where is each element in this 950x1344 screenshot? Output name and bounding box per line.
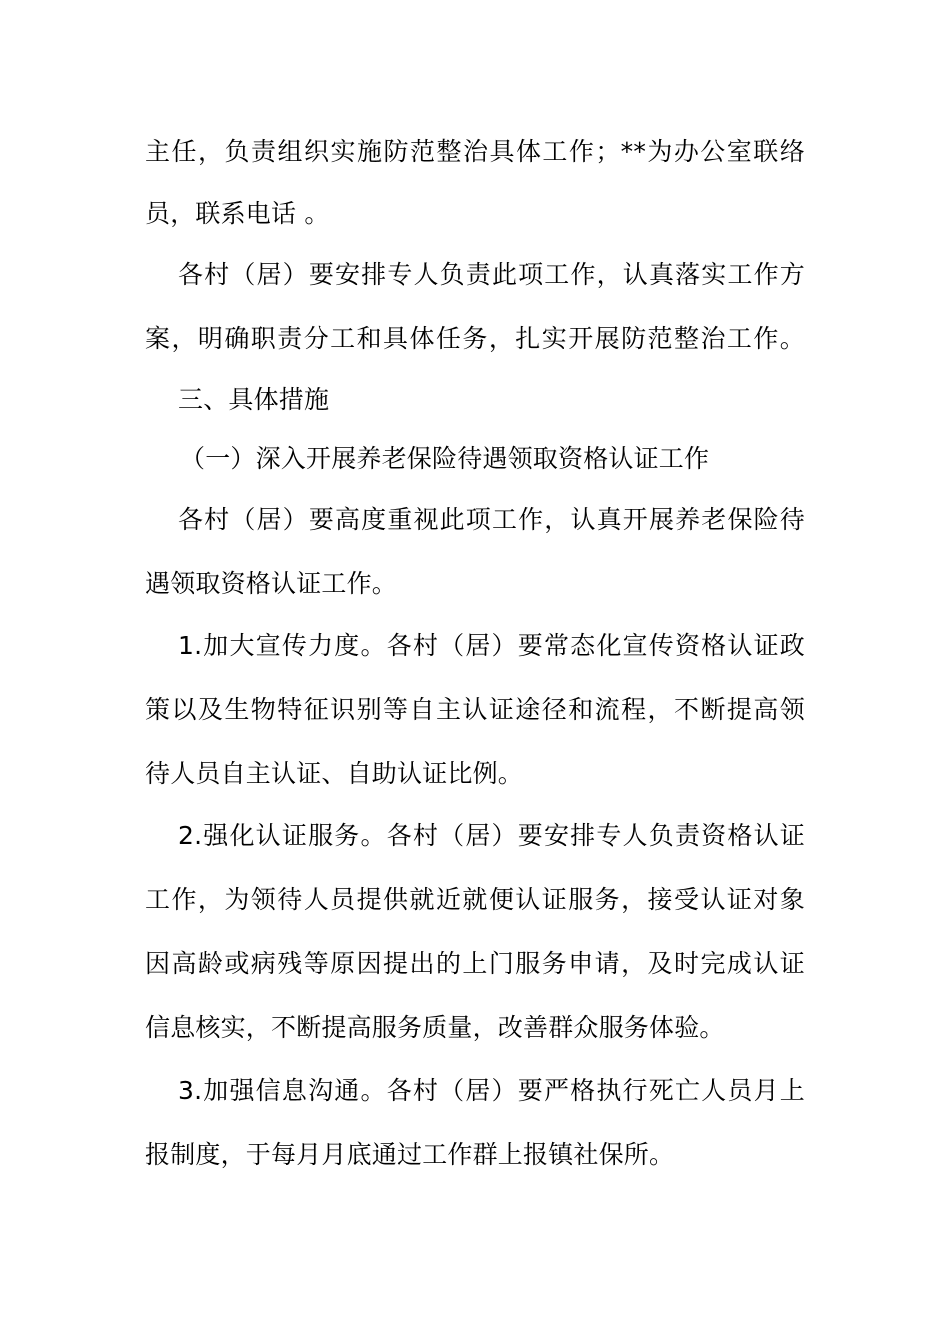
text-line-7: 各村（居）要高度重视此项工作，认真开展养老保险待 xyxy=(178,505,805,534)
text-line-9: 1.加大宣传力度。各村（居）要常态化宣传资格认证政 xyxy=(178,631,805,660)
section-heading: 三、具体措施 xyxy=(178,385,330,414)
text-line-10: 策以及生物特征识别等自主认证途径和流程，不断提高领 xyxy=(145,695,805,724)
text-line-13: 工作，为领待人员提供就近就便认证服务，接受认证对象 xyxy=(145,885,805,914)
text-line-11: 待人员自主认证、自助认证比例。 xyxy=(145,759,524,788)
text-line-15: 信息核实，不断提高服务质量，改善群众服务体验。 xyxy=(145,1013,725,1042)
text-line-14: 因高龄或病残等原因提出的上门服务申请，及时完成认证 xyxy=(145,949,805,978)
text-line-16: 3.加强信息沟通。各村（居）要严格执行死亡人员月上 xyxy=(178,1076,805,1105)
text-line-4: 案，明确职责分工和具体任务，扎实开展防范整治工作。 xyxy=(145,324,805,353)
text-line-1: 主任，负责组织实施防范整治具体工作；**为办公室联络 xyxy=(145,137,805,166)
text-line-3: 各村（居）要安排专人负责此项工作，认真落实工作方 xyxy=(178,260,805,289)
text-line-12: 2.强化认证服务。各村（居）要安排专人负责资格认证 xyxy=(178,821,805,850)
text-line-2: 员，联系电话 。 xyxy=(145,199,330,228)
text-line-8: 遇领取资格认证工作。 xyxy=(145,569,398,598)
subsection-heading: （一）深入开展养老保险待遇领取资格认证工作 xyxy=(180,444,710,473)
text-line-17: 报制度，于每月月底通过工作群上报镇社保所。 xyxy=(145,1140,675,1169)
